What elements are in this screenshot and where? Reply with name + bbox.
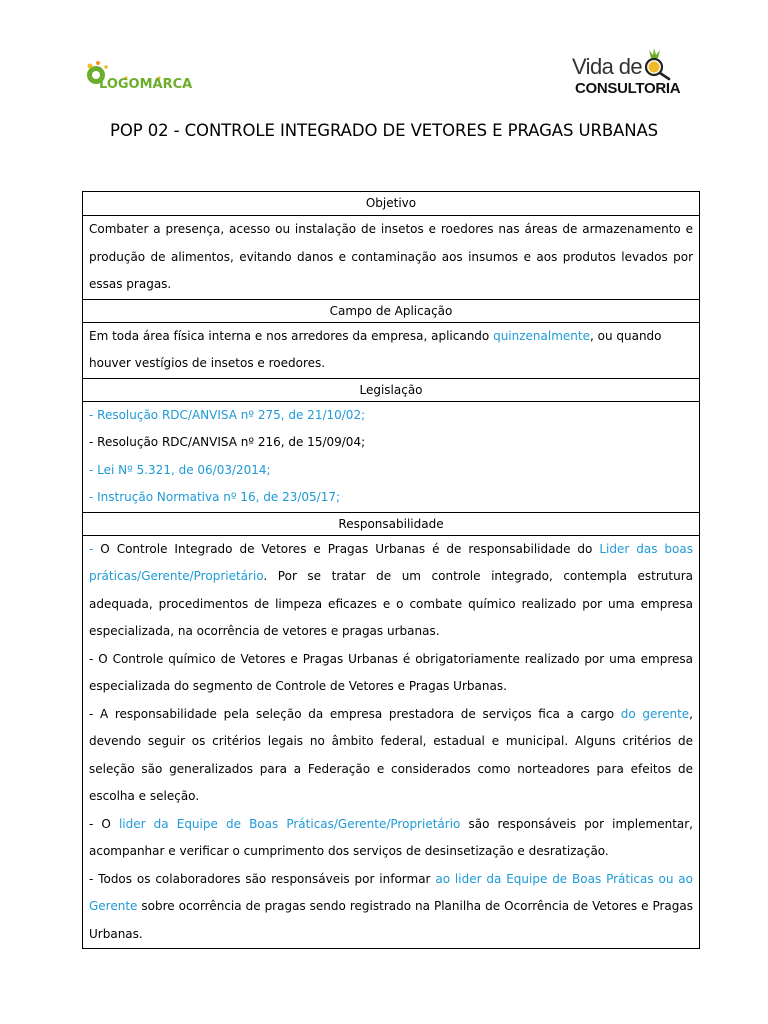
resp-p3-highlight: do gerente: [620, 706, 690, 721]
resp-p1-highlight: Lider das boas práticas/Gerente/Proprietário: [89, 541, 694, 583]
campo-text-before: Em toda área física interna e nos arredores da empresa, aplicando: [89, 328, 494, 343]
logomarca-text: LOGOMARCA: [99, 77, 193, 92]
legislacao-list: [83, 401, 699, 512]
responsabilidade-heading: Responsabilidade: [83, 512, 699, 535]
responsabilidade-paragraph: [89, 866, 693, 949]
objetivo-heading: Objetivo: [365, 196, 417, 210]
logo-consultoria-text: CONSULTORIA: [575, 80, 681, 97]
magnifier-pineapple-icon: [640, 48, 680, 82]
campo-highlight: quinzenalmente: [493, 328, 590, 343]
responsabilidade-content: [83, 535, 699, 949]
vida-de-consultoria-logo: [570, 46, 686, 102]
responsabilidade-paragraph: [89, 811, 693, 866]
page-title: POP 02 - CONTROLE INTEGRADO DE VETORES E PRAGAS URBANAS: [109, 121, 659, 140]
legislacao-item: - Resolução RDC/ANVISA nº 216, de 15/09/04;: [89, 435, 366, 449]
resp-p1-dash: -: [89, 541, 94, 556]
resp-p3-after: , devendo seguir os critérios legais no âmbito federal, estadual e municipal. Alguns critérios de seleção são generalizados para a Federação e considerados como norteadores para efeitos de escolha e seleção.: [89, 706, 693, 803]
responsabilidade-paragraph: [89, 701, 693, 811]
responsabilidade-paragraph: - O Controle químico de Vetores e Pragas Urbanas é obrigatoriamente realizado por uma empresa especializada do segmento de Controle de Vetores e Pragas Urbanas.: [89, 651, 693, 693]
campo-aplicacao-heading: Campo de Aplicação: [83, 299, 699, 322]
resp-p5-after: sobre ocorrência de pragas sendo registrado na Planilha de Ocorrência de Vetores e Pragas Urbanas.: [89, 899, 693, 941]
resp-p4-highlight: lider da Equipe de Boas Práticas/Gerente/Proprietário: [118, 816, 461, 831]
legislacao-item: - Instrução Normativa nº 16, de 23/05/17;: [89, 490, 341, 504]
logomarca-logo: [86, 58, 198, 102]
pop-table: [82, 191, 700, 949]
legislacao-item: - Lei Nº 5.321, de 06/03/2014;: [89, 462, 271, 477]
resp-p4-after: são responsáveis por implementar, acompanhar e verificar o cumprimento dos serviços de desinsetização e desratização.: [89, 816, 693, 858]
logo-vida-de-text: Vida de: [572, 54, 643, 79]
resp-p1-before: O Controle Integrado de Vetores e Pragas Urbanas é de responsabilidade do: [93, 541, 600, 556]
legislacao-heading: Legislação: [83, 378, 699, 401]
legislacao-item: - Resolução RDC/ANVISA nº 275, de 21/10/02;: [89, 407, 366, 422]
resp-p3-before: - A responsabilidade pela seleção da empresa prestadora de serviços fica a cargo: [89, 706, 621, 721]
resp-p4-before: - O: [89, 816, 119, 831]
resp-p5-highlight: ao lider da Equipe de Boas Práticas ou ao Gerente: [89, 871, 693, 913]
objetivo-text: Combater a presença, acesso ou instalação de insetos e roedores nas áreas de armazenamento e produção de alimentos, evitando danos e contaminação aos insumos e aos produtos levados por essas pragas.: [83, 215, 699, 299]
campo-text-after: , ou quando houver vestígios de insetos e roedores.: [89, 328, 662, 370]
resp-p1-after: . Por se tratar de um controle integrado, contempla estrutura adequada, procedimentos de limpeza eficazes e o combate químico realizado por uma empresa especializada, na ocorrência de vetores e pragas urbanas.: [89, 569, 693, 638]
responsabilidade-paragraph: [89, 536, 693, 646]
campo-aplicacao-text: [83, 322, 699, 378]
resp-p5-before: - Todos os colaboradores são responsáveis por informar: [89, 871, 436, 886]
